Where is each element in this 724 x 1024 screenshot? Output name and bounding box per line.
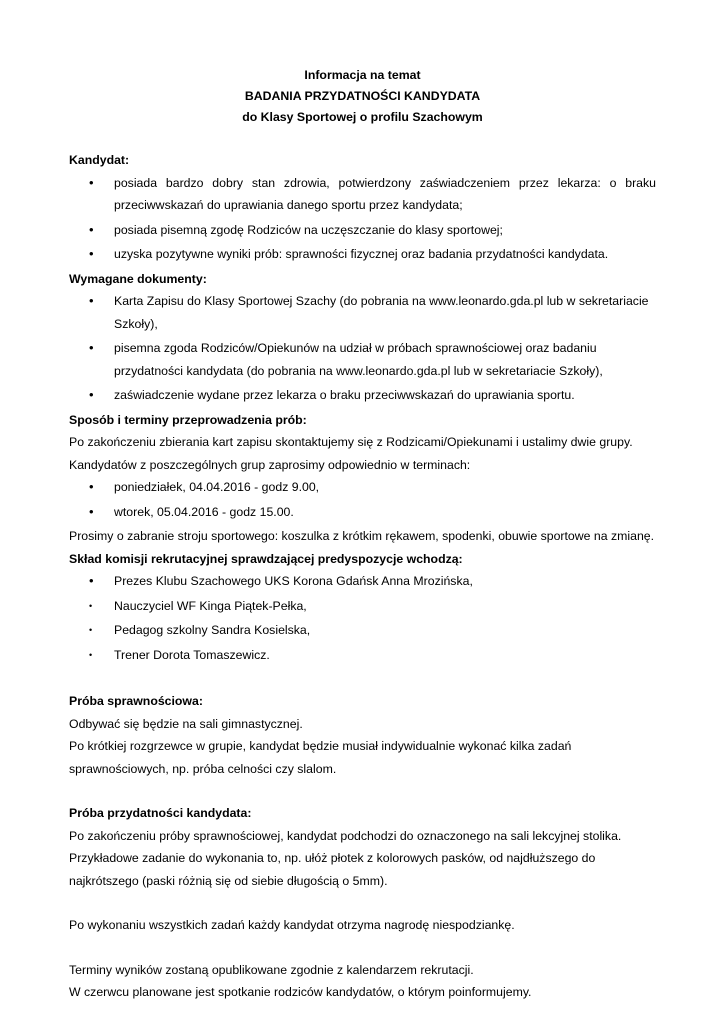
bullet-icon: • [89, 649, 93, 660]
list-item-text: posiada bardzo dobry stan zdrowia, potwierdzony zaświadczeniem przez lekarza: o braku przeciwwskazań do uprawiania danego sportu przez kandydata; [114, 175, 656, 212]
section-proba-sprawnosciowa [69, 690, 656, 780]
list-item-text: Karta Zapisu do Klasy Sportowej Szachy (do pobrania na www.leonardo.gda.pl lub w sekretariacie Szkoły), [114, 294, 649, 331]
document-title [69, 65, 656, 128]
terminy-paragraph-3: Prosimy o zabranie stroju sportowego: koszulka z krótkim rękawem, spodenki, obuwie sportowe na zmianę. [69, 529, 655, 543]
list-item [69, 595, 656, 618]
bullet-icon: • [89, 340, 94, 355]
proba-przydatnosci-paragraph-2: Przykładowe zadanie do wykonania to, np. ułóż płotek z kolorowych pasków, od najdłuższego do najkrótszego (paski różnią się od siebie długością o 5mm). [69, 851, 596, 888]
proba-sprawnosciowa-paragraph-1: Odbywać się będzie na sali gimnastycznej. [69, 716, 303, 731]
section-komisja [69, 548, 656, 667]
zakonczenie-paragraph-1: Terminy wyników zostaną opublikowane zgodnie z kalendarzem rekrutacji. [69, 962, 474, 977]
terminy-paragraph-1: Po zakończeniu zbierania kart zapisu skontaktujemy się z Rodzicami/Opiekunami i ustalimy dwie grupy. [69, 435, 633, 449]
title-line-2: BADANIA PRZYDATNOŚCI KANDYDATA [244, 89, 481, 103]
list-item-text: Pedagog szkolny Sandra Kosielska, [114, 623, 311, 637]
list-item [69, 644, 656, 667]
list-item [69, 172, 656, 217]
section-proba-przydatnosci [69, 802, 656, 892]
list-item-text: wtorek, 05.04.2016 - godz 15.00. [114, 504, 294, 519]
list-item [69, 219, 656, 242]
bullet-icon: • [89, 600, 93, 611]
bullet-icon: • [89, 221, 94, 237]
list-item-text: Prezes Klubu Szachowego UKS Korona Gdańsk Anna Mrozińska, [114, 574, 473, 588]
spacer [69, 780, 656, 802]
spacer [69, 892, 656, 914]
list-item [69, 501, 656, 524]
zakonczenie-paragraph-2: W czerwcu planowane jest spotkanie rodziców kandydatów, o którym poinformujemy. [69, 985, 532, 999]
terminy-paragraph-2: Kandydatów z poszczególnych grup zaprosimy odpowiednio w terminach: [69, 457, 471, 472]
proba-przydatnosci-heading: Próba przydatności kandydata: [69, 806, 252, 820]
list-item-text: pisemna zgoda Rodziców/Opiekunów na udział w próbach sprawnościowej oraz badaniu przydatności kandydata (do pobrania na www.leonardo.gda.pl lub w sekretariacie Szkoły), [114, 341, 603, 378]
kandydat-list [69, 172, 656, 266]
bullet-icon: • [89, 246, 94, 261]
bullet-icon: • [89, 573, 94, 588]
list-item-text: posiada pisemną zgodę Rodziców na uczęszczanie do klasy sportowej; [114, 222, 503, 237]
dokumenty-list [69, 290, 656, 407]
bullet-icon: • [89, 479, 94, 494]
list-item [69, 570, 656, 593]
proba-sprawnosciowa-heading: Próba sprawnościowa: [69, 694, 203, 708]
list-item [69, 243, 656, 266]
list-item-text: Nauczyciel WF Kinga Piątek-Pełka, [114, 598, 307, 613]
terminy-list [69, 476, 656, 523]
section-terminy [69, 409, 656, 548]
list-item-text: Trener Dorota Tomaszewicz. [114, 647, 270, 662]
dokumenty-heading: Wymagane dokumenty: [69, 271, 207, 286]
proba-sprawnosciowa-paragraph-2: Po krótkiej rozgrzewce w grupie, kandydat będzie musiał indywidualnie wykonać kilka zadań sprawnościowych, np. próba celności czy slalom. [69, 739, 572, 776]
komisja-heading: Skład komisji rekrutacyjnej sprawdzającej predyspozycje wchodzą: [69, 551, 463, 566]
section-dokumenty [69, 268, 656, 407]
list-item [69, 619, 656, 642]
bullet-icon: • [89, 387, 94, 402]
kandydat-heading: Kandydat: [69, 153, 130, 167]
komisja-list [69, 570, 656, 666]
bullet-icon: • [89, 174, 94, 190]
proba-przydatnosci-paragraph-1: Po zakończeniu próby sprawnościowej, kandydat podchodzi do oznaczonego na sali lekcyjnej stolika. [69, 828, 622, 843]
list-item [69, 476, 656, 499]
spacer [69, 668, 656, 690]
title-line-1: Informacja na temat [304, 68, 421, 82]
list-item [69, 290, 656, 335]
section-kandydat [69, 149, 656, 266]
bullet-icon: • [89, 625, 93, 635]
bullet-icon: • [89, 503, 94, 519]
list-item-text: uzyska pozytywne wyniki prób: sprawności fizycznej oraz badania przydatności kandydata. [114, 247, 609, 261]
bullet-icon: • [89, 293, 94, 308]
section-zakonczenie [69, 959, 656, 1004]
nagroda-paragraph: Po wykonaniu wszystkich zadań każdy kandydat otrzyma nagrodę niespodziankę. [69, 918, 515, 932]
title-line-3: do Klasy Sportowej o profilu Szachowym [242, 110, 483, 124]
list-item-text: zaświadczenie wydane przez lekarza o braku przeciwwskazań do uprawiania sportu. [114, 388, 575, 402]
list-item [69, 337, 656, 382]
list-item [69, 384, 656, 407]
terminy-heading: Sposób i terminy przeprowadzenia prób: [69, 412, 307, 427]
spacer [69, 937, 656, 959]
list-item-text: poniedziałek, 04.04.2016 - godz 9.00, [114, 480, 320, 494]
